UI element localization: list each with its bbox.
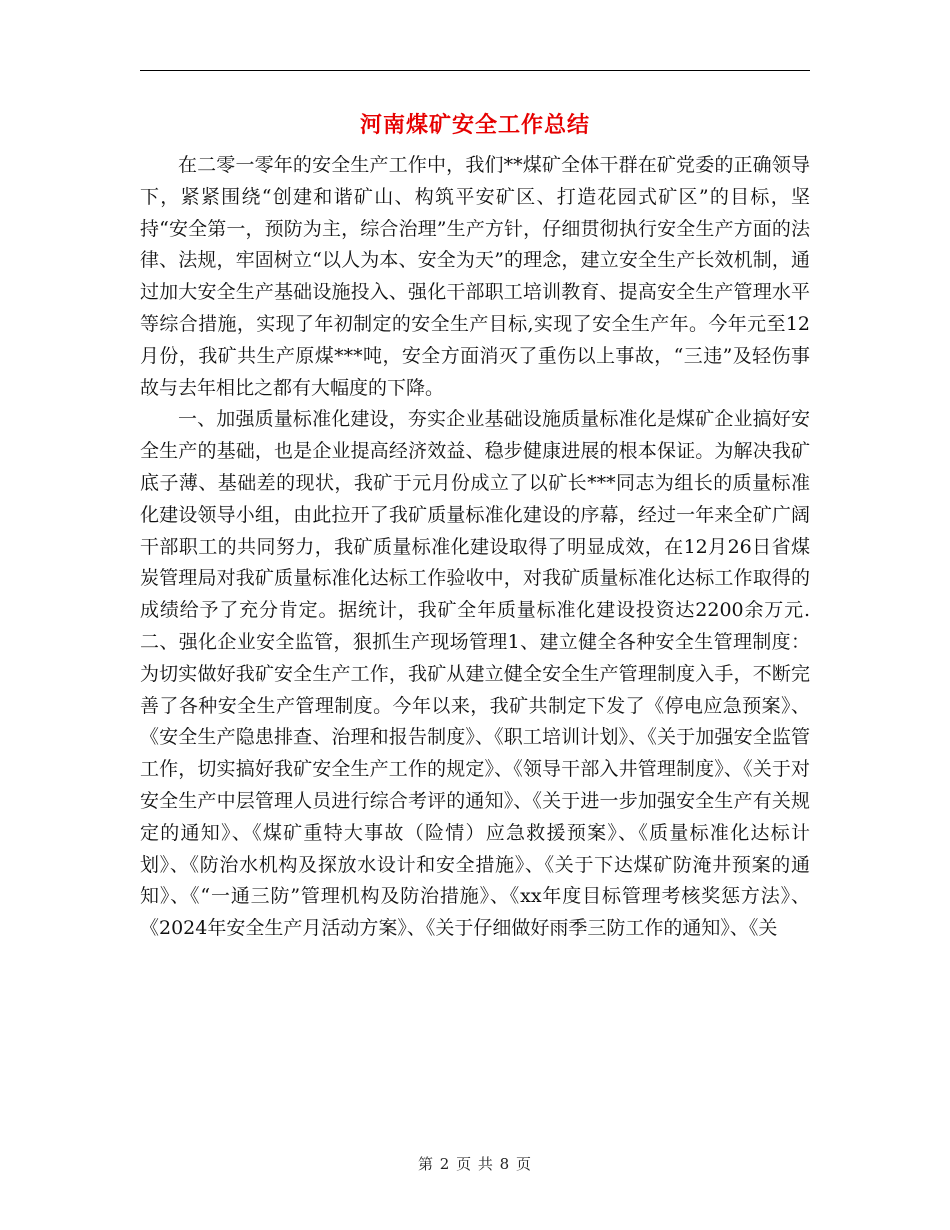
header-rule bbox=[140, 70, 810, 71]
paragraph-quality-standardization: 一、加强质量标准化建设，夯实企业基础设施质量标准化是煤矿企业搞好安全生产的基础，也是企业提高经济效益、稳步健康进展的根本保证。为解决我矿底子薄、基础差的现状，我矿于元月份成立了以矿长***同志为组长的质量标准化建设领导小组，由此拉开了我矿质量标准化建设的序幕，经过一年来全矿广阔干部职工的共同努力，我矿质量标准化建设取得了明显成效，在12月26日省煤炭管理局对我矿质量标准化达标工作验收中，对我矿质量标准化达标工作取得的成绩给予了充分肯定。据统计，我矿全年质量标准化建设投资达2200余万元.二、强化企业安全监管，狠抓生产现场管理1、建立健全各种安全生管理制度：为切实做好我矿安全生产工作，我矿从建立健全安全生产管理制度入手，不断完善了各种安全生产管理制度。今年以来，我矿共制定下发了《停电应急预案》、《安全生产隐患排查、治理和报告制度》、《职工培训计划》、《关于加强安全监管工作，切实搞好我矿安全生产工作的规定》、《领导干部入井管理制度》、《关于对安全生产中层管理人员进行综合考评的通知》、《关于进一步加强安全生产有关规定的通知》、《煤矿重特大事故（险情）应急救援预案》、《质量标准化达标计划》、《防治水机构及探放水设计和安全措施》、《关于下达煤矿防淹井预案的通知》、《“一通三防”管理机构及防治措施》、《xx年度目标管理考核奖惩方法》、《2024年安全生产月活动方案》、《关于仔细做好雨季三防工作的通知》、《关 bbox=[140, 408, 810, 940]
page-number-footer: 第 2 页 共 8 页 bbox=[418, 1155, 532, 1173]
paragraph-intro: 在二零一零年的安全生产工作中，我们**煤矿全体干群在矿党委的正确领导下，紧紧围绕“创建和谐矿山、构筑平安矿区、打造花园式矿区”的目标，坚持“安全第一，预防为主，综合治理”生产方针，仔细贯彻执行安全生产方面的法律、法规，牢固树立“以人为本、安全为天”的理念，建立安全生产长效机制，通过加大安全生产基础设施投入、强化干部职工培训教育、提高安全生产管理水平等综合措施，实现了年初制定的安全生产目标,实现了安全生产年。今年元至12月份，我矿共生产原煤***吨，安全方面消灭了重伤以上事故，“三违”及轻伤事故与去年相比之都有大幅度的下降。 bbox=[140, 154, 810, 399]
document-body bbox=[140, 150, 810, 945]
document-title: 河南煤矿安全工作总结 bbox=[359, 112, 590, 138]
